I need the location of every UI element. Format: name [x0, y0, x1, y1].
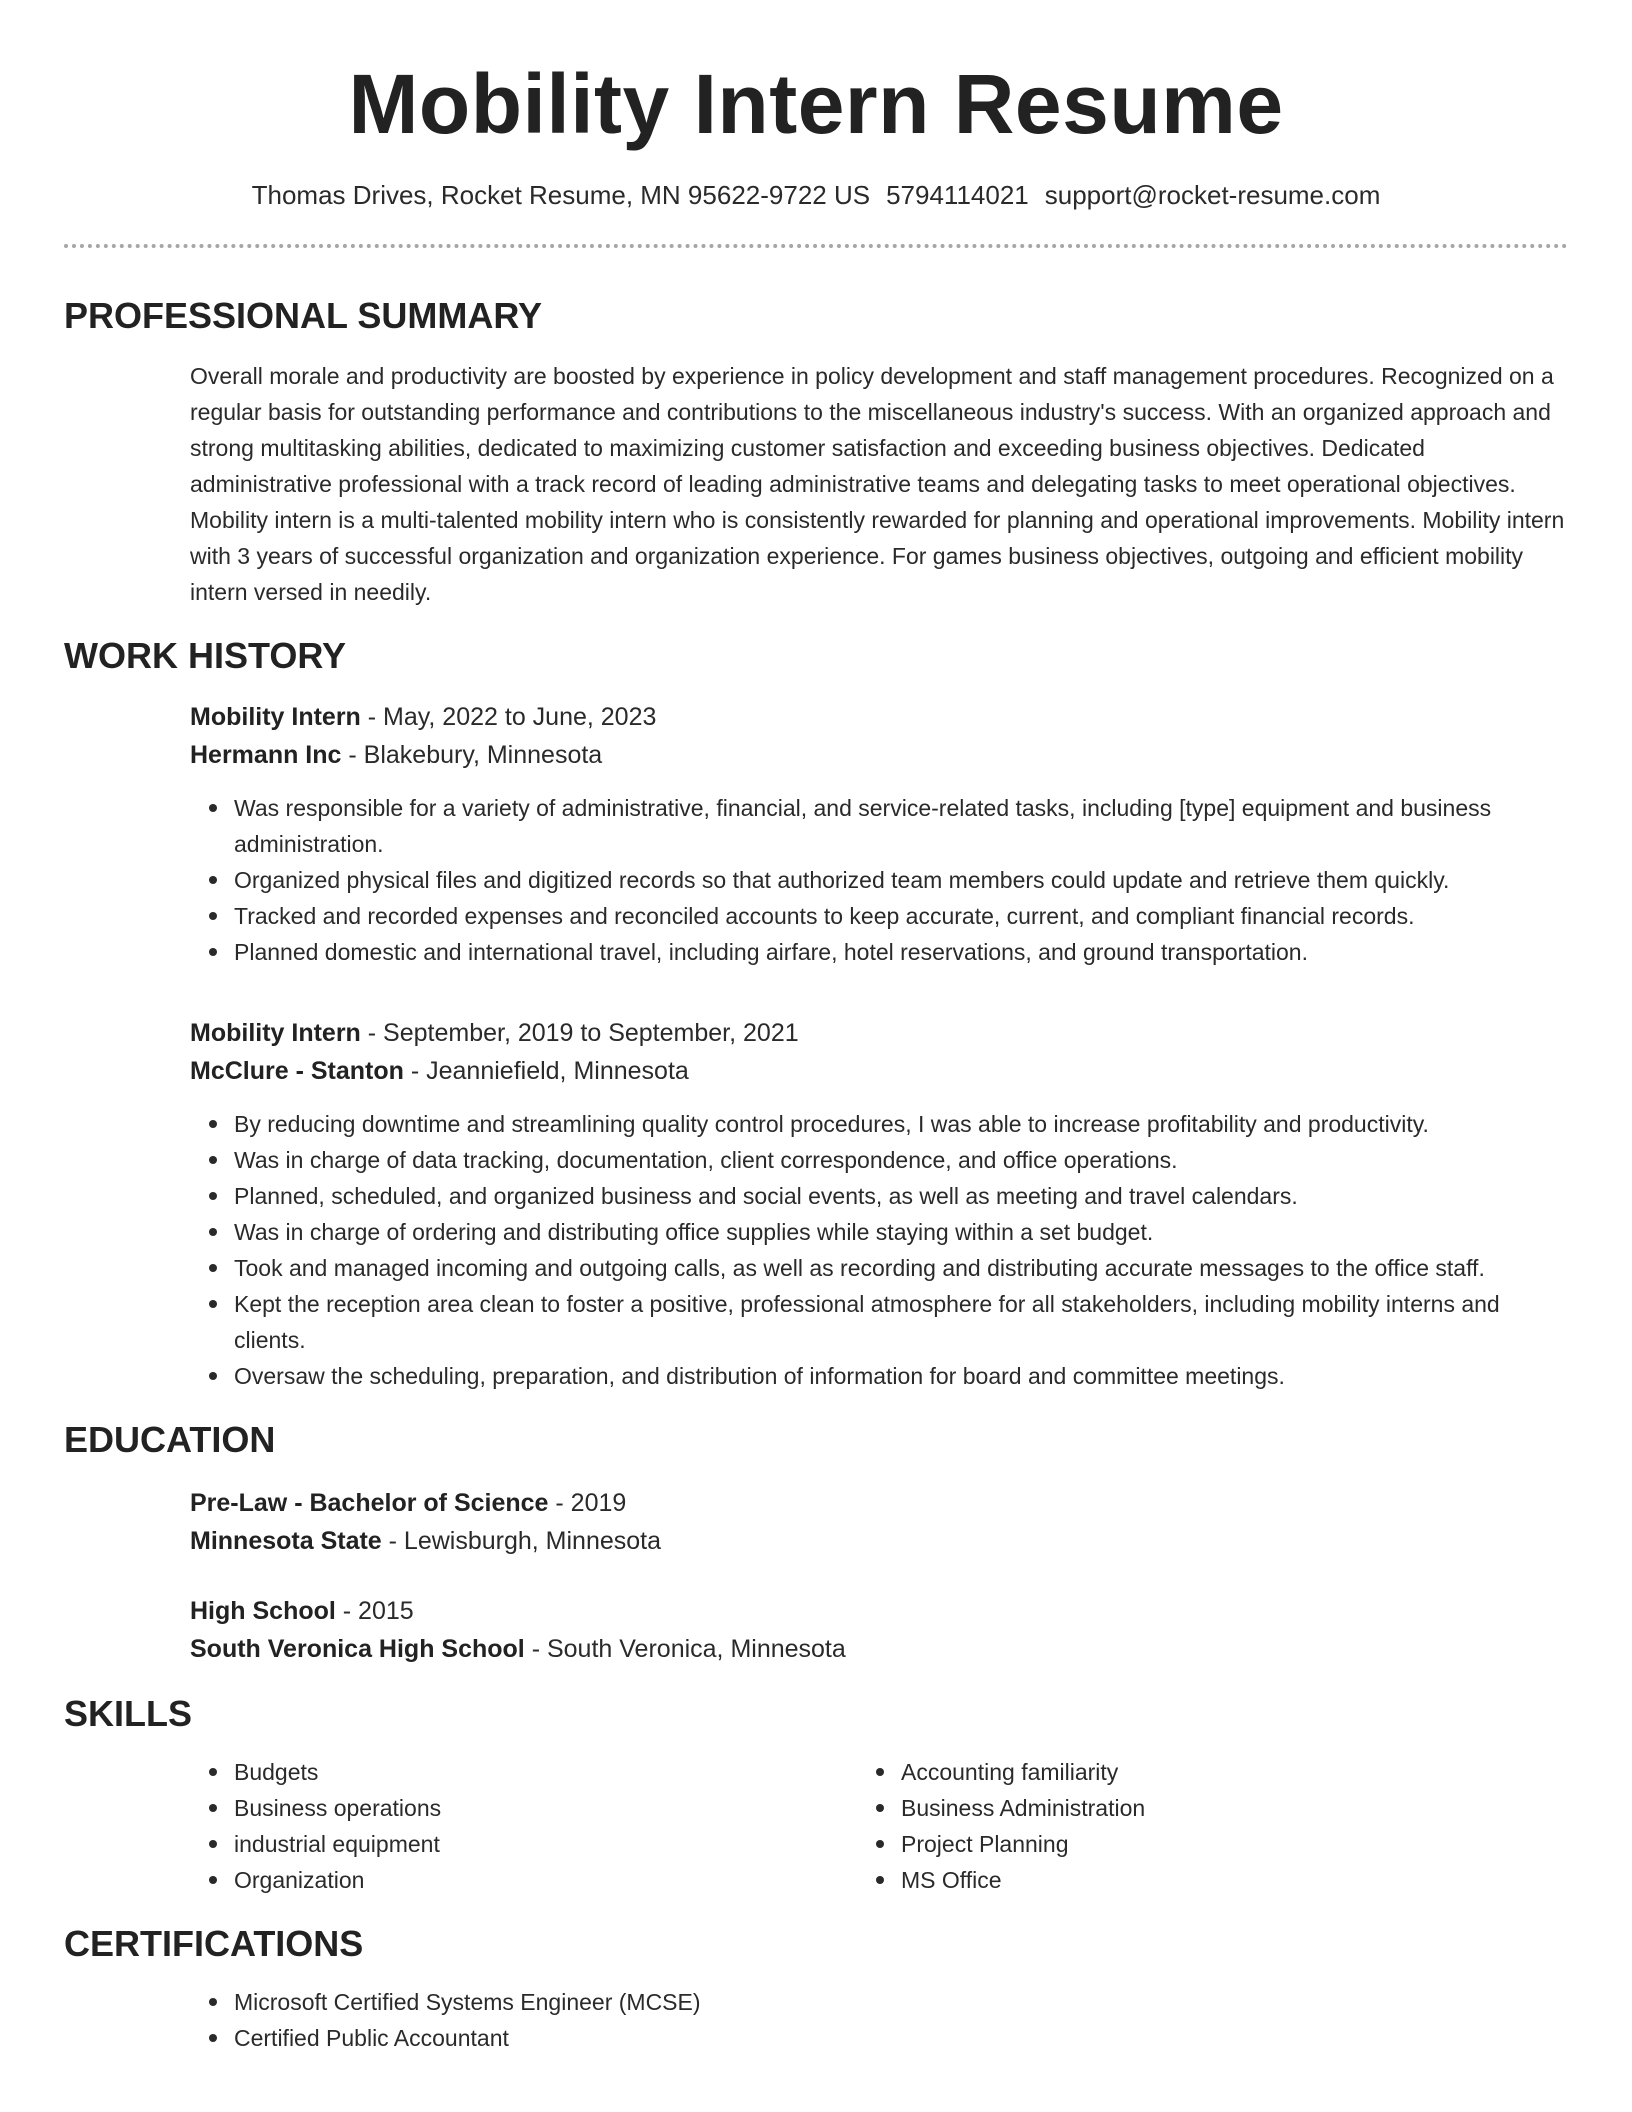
job-location: - Jeanniefield, Minnesota	[403, 1057, 689, 1085]
job-company: McClure - Stanton	[190, 1057, 404, 1085]
list-item: Tracked and recorded expenses and reconciled accounts to keep accurate, current, and compliant financial records.	[234, 898, 1568, 934]
certifications-section	[64, 1922, 1568, 2056]
list-item: Was responsible for a variety of administrative, financial, and service-related tasks, including [type] equipment and business administration.	[234, 790, 1568, 862]
school-line	[190, 1522, 1568, 1560]
skills-column-left	[234, 1754, 901, 1898]
contact-phone: 5794114021	[886, 180, 1029, 210]
work-history-heading: WORK HISTORY	[64, 635, 347, 676]
list-item: Was in charge of data tracking, documentation, client correspondence, and office operations.	[234, 1142, 1568, 1178]
list-item: Planned, scheduled, and organized business and social events, as well as meeting and travel calendars.	[234, 1178, 1568, 1214]
job-title: Mobility Intern	[190, 703, 361, 731]
job-bullets	[234, 1106, 1568, 1394]
job-entry	[64, 698, 1568, 970]
summary-text: Overall morale and productivity are boosted by experience in policy development and staff management procedures. Recognized on a regular basis for outstanding performance and contributions to the miscellaneous industry's success. With an organized approach and strong multitasking abilities, dedicated to maximizing customer satisfaction and exceeding business objectives. Dedicated administrative professional with a track record of leading administrative teams and delegating tasks to meet operational objectives. Mobility intern is a multi-talented mobility intern who is consistently rewarded for planning and operational improvements. Mobility intern with 3 years of successful organization and organization experience. For games business objectives, outgoing and efficient mobility intern versed in needily.	[190, 363, 1565, 605]
skill-item: MS Office	[901, 1862, 1568, 1898]
summary-heading: PROFESSIONAL SUMMARY	[64, 295, 543, 336]
skills-column-right	[901, 1754, 1568, 1898]
list-item: By reducing downtime and streamlining quality control procedures, I was able to increase profitability and productivity.	[234, 1106, 1568, 1142]
school-location: - Lewisburgh, Minnesota	[381, 1527, 662, 1555]
education-heading: EDUCATION	[64, 1419, 276, 1460]
degree-line	[190, 1484, 1568, 1522]
contact-email: support@rocket-resume.com	[1044, 180, 1381, 210]
certifications-heading: CERTIFICATIONS	[64, 1923, 364, 1964]
resume-title: Mobility Intern Resume	[348, 57, 1284, 151]
degree-line	[190, 1592, 1568, 1630]
job-title-line	[190, 698, 1568, 736]
list-item: Organized physical files and digitized records so that authorized team members could update and retrieve them quickly.	[234, 862, 1568, 898]
header-divider	[64, 244, 1568, 248]
certification-item: Microsoft Certified Systems Engineer (MCSE)	[234, 1984, 1568, 2020]
skills-heading: SKILLS	[64, 1693, 193, 1734]
degree-year: - 2019	[548, 1489, 627, 1517]
skill-item: Budgets	[234, 1754, 901, 1790]
list-item: Took and managed incoming and outgoing calls, as well as recording and distributing accurate messages to the office staff.	[234, 1250, 1568, 1286]
school-location: - South Veronica, Minnesota	[524, 1635, 846, 1663]
job-company-line	[190, 1052, 1568, 1090]
resume-page	[64, 0, 1568, 2056]
certification-item: Certified Public Accountant	[234, 2020, 1568, 2056]
list-item: Planned domestic and international travel, including airfare, hotel reservations, and ground transportation.	[234, 934, 1568, 970]
job-dates: - May, 2022 to June, 2023	[360, 703, 657, 731]
job-entry	[64, 1014, 1568, 1394]
school: Minnesota State	[190, 1527, 382, 1555]
degree-year: - 2015	[335, 1597, 414, 1625]
skill-item: Organization	[234, 1862, 901, 1898]
skill-item: Accounting familiarity	[901, 1754, 1568, 1790]
school: South Veronica High School	[190, 1635, 525, 1663]
job-company: Hermann Inc	[190, 741, 342, 769]
job-location: - Blakebury, Minnesota	[341, 741, 603, 769]
contact-address: Thomas Drives, Rocket Resume, MN 95622-9722 US	[251, 180, 871, 210]
skills-list	[64, 1754, 1568, 1898]
list-item: Oversaw the scheduling, preparation, and distribution of information for board and committee meetings.	[234, 1358, 1568, 1394]
skill-item: industrial equipment	[234, 1826, 901, 1862]
job-dates: - September, 2019 to September, 2021	[360, 1019, 799, 1047]
job-bullets	[234, 790, 1568, 970]
degree: Pre-Law - Bachelor of Science	[190, 1489, 549, 1517]
school-line	[190, 1630, 1568, 1668]
job-title-line	[190, 1014, 1568, 1052]
degree: High School	[190, 1597, 336, 1625]
skill-item: Business operations	[234, 1790, 901, 1826]
job-company-line	[190, 736, 1568, 774]
list-item: Was in charge of ordering and distributing office supplies while staying within a set budget.	[234, 1214, 1568, 1250]
job-title: Mobility Intern	[190, 1019, 361, 1047]
education-entry	[64, 1592, 1568, 1668]
list-item: Kept the reception area clean to foster a positive, professional atmosphere for all stakeholders, including mobility interns and clients.	[234, 1286, 1568, 1358]
skill-item: Project Planning	[901, 1826, 1568, 1862]
certifications-list	[234, 1984, 1568, 2056]
education-entry	[64, 1484, 1568, 1560]
skill-item: Business Administration	[901, 1790, 1568, 1826]
contact-line	[64, 178, 1568, 212]
